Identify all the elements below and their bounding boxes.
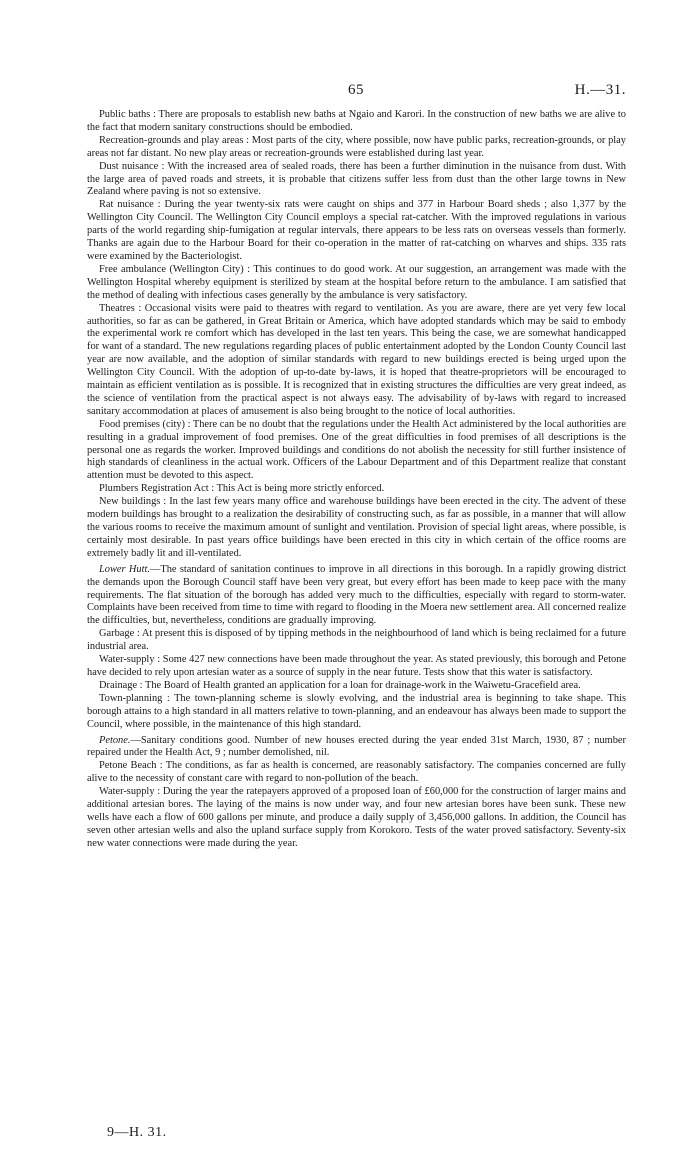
paragraph-recreation-grounds: Recreation-grounds and play areas : Most parts of the city, where possible, now have public parks, recreation-grounds, or play areas not far distant. No new play areas or recreation-grounds were established during last year. (87, 134, 626, 159)
section-petone (87, 735, 626, 761)
report-body (87, 109, 626, 851)
section-lower-hutt (87, 564, 626, 629)
paragraph-town-planning: Town-planning : The town-planning scheme is slowly evolving, and the industrial area is beginning to take shape. This borough attains to a high standard in all matters relative to town-planning, and an endeavour has always been made to support the Council, where possible, in the maintenance of this high standard. (87, 692, 627, 730)
paragraph-theatres: Theatres : Occasional visits were paid to theatres with regard to ventilation. As you are aware, there are yet very few local authorities, so far as can be gathered, in Great Britain or America, which have adopted standards which may be said to embody the experimental work re comfort which has developed in the last ten years. This being the case, we are somewhat handicapped for want of a standard. The new regulations regarding places of public entertainment adopted by the London County Council last year are now available, and the adoption of similar standards with regard to new buildings erected is being urged upon the Wellington City Council. With the adoption of up-to-date by-laws, it is hoped that theatre-proprietors will be encouraged to maintain as efficient ventilation as is possible. It is recognized that in existing structures the difficulties are very great indeed, as the science of ventilation from the practical aspect is not always easy. The advisability of by-laws with regard to increased sanitary accommodation at places of amusement is also being brought to the notice of local authorities. (87, 302, 626, 417)
page-footer-signature: 9—H. 31. (107, 1125, 167, 1140)
paragraph-garbage: Garbage : At present this is disposed of by tipping methods in the neighbourhood of land which is being reclaimed for a future industrial area. (87, 628, 626, 653)
page-header (86, 82, 626, 102)
paragraph-lower-hutt-water-supply: Water-supply : Some 427 new connections have been made throughout the year. As stated previously, this borough and Petone have decided to rely upon artesian water as a source of supply in the near future. Tests show that this water is satisfactory. (87, 654, 626, 678)
place-heading-petone: Petone. (99, 734, 131, 746)
lower-hutt-intro: —The standard of sanitation continues to improve in all directions in this borough. In a rapidly growing district the demands upon the Borough Council staff have been very great, but every effort has been made to keep pace with the many requirements. The flat situation of the borough has added very much to the difficulties, especially with regard to storm-water. Complaints have been received from time to time with regard to flooding in the Moera new settlement area. All concerned realize the difficulties, but, nevertheless, conditions are gradually improving. (87, 563, 626, 627)
paragraph-plumbers-act: Plumbers Registration Act : This Act is being more strictly enforced. (99, 483, 385, 495)
paragraph-petone-beach: Petone Beach : The conditions, as far as health is concerned, are reasonably satisfactory. The companies concerned are fully alive to the necessity of constant care with regard to non-pollution of the beach. (87, 760, 626, 785)
paragraph-food-premises: Food premises (city) : There can be no doubt that the regulations under the Health Act administered by the local authorities are resulting in a gradual improvement of food premises. One of the great difficulties in food premises of all descriptions is the personal one as regards the worker. Improved buildings and conditions do not abolish the necessity for still further insistence of high standards of cleanliness in the actual work. Officers of the Labour Department and of this Department realize that constant attention must be devoted to this aspect. (87, 418, 626, 482)
page-number: 65 (348, 82, 364, 98)
paragraph-drainage: Drainage : The Board of Health granted an application for a loan for drainage-work in the Waiwetu-Gracefield area. (99, 679, 581, 691)
paragraph-new-buildings: New buildings : In the last few years many office and warehouse buildings have been erected in the city. The advent of these modern buildings has brought to a realization the desirability of constructing such, as far as possible, in a manner that will allow the various rooms to receive the maximum amount of sunlight and ventilation. Provision of special light areas, where possible, is certainly most desirable. In past years office buildings have been erected in this city in which certain of the office rooms are extremely badly lit and ill-ventilated. (87, 496, 626, 559)
document-reference: H.—31. (574, 82, 626, 98)
petone-intro: —Sanitary conditions good. Number of new houses erected during the year ended 31st March, 1930, 87 ; number repaired under the Health Act, 9 ; number demolished, nil. (87, 734, 626, 759)
place-heading-lower-hutt: Lower Hutt. (99, 563, 150, 575)
paragraph-public-baths: Public baths : There are proposals to establish new baths at Ngaio and Karori. In the construction of new baths we are alive to the fact that modern sanitary constructions should be embodied. (87, 109, 626, 133)
paragraph-rat-nuisance: Rat nuisance : During the year twenty-six rats were caught on ships and 377 in Harbour Board sheds ; also 1,377 by the Wellington City Council. The Wellington City Council employs a special rat-catcher. With the improved regulations in various parts of the world regarding ship-fumigation at regular intervals, there appears to be less rats on overseas vessels than formerly. Thanks are again due to the Harbour Board for their co-operation in the matter of rat-catching on wharves and ships. 335 rats were examined by the Bacteriologist. (87, 199, 626, 262)
paragraph-petone-water-supply: Water-supply : During the year the ratepayers approved of a proposed loan of £60,000 for the construction of larger mains and additional artesian bores. The laying of the mains is now under way, and four new artesian bores have been sunk. These new wells have each a flow of 600 gallons per minute, and produce a daily supply of 3,456,000 gallons. In addition, the Council has seven other artesian wells and also the upland surface supply from Korokoro. Tests of the water proved satisfactory. Seventy-six new water connections were made during the year. (87, 786, 626, 849)
paragraph-free-ambulance: Free ambulance (Wellington City) : This continues to do good work. At our suggestion, an arrangement was made with the Wellington Hospital whereby equipment is sterilized by steam at the hospital before return to the ambulance. I am satisfied that the method of dealing with infectious cases generally by the ambulance is very satisfactory. (87, 263, 626, 301)
paragraph-dust-nuisance: Dust nuisance : With the increased area of sealed roads, there has been a further diminution in the nuisance from dust. With the large area of paved roads and streets, it is probable that citizens suffer less from dust than the other large towns in New Zealand where paving is not so extensive. (87, 160, 626, 198)
